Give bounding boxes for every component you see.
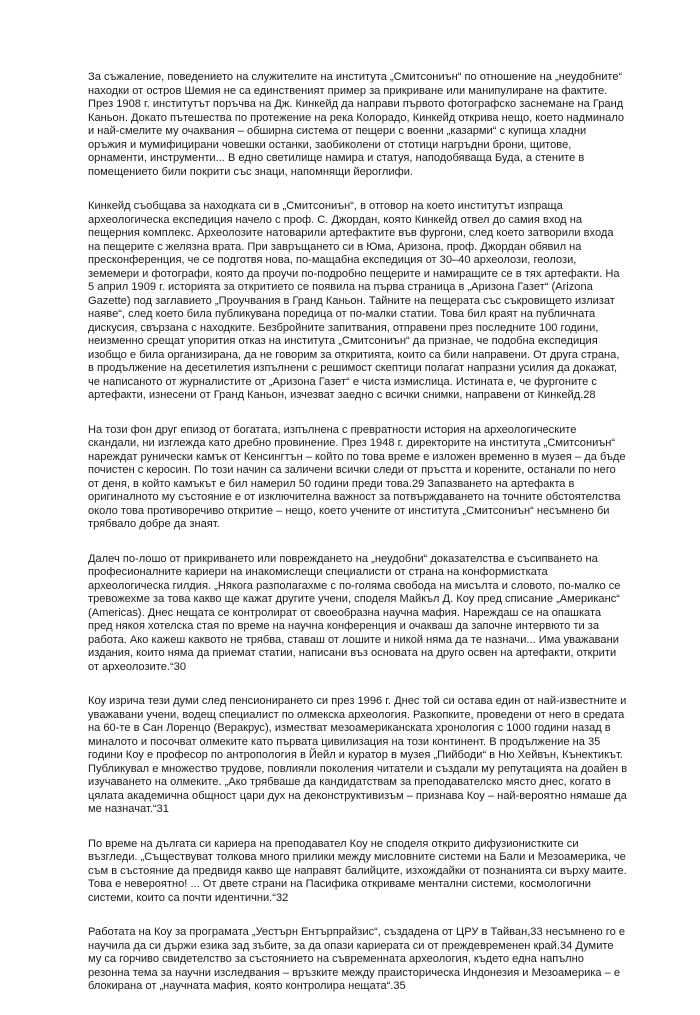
paragraph-coe-career: Коу изрича тези думи след пенсионирането си през 1996 г. Днес той си остава един от най-известните и уважавани учени, водещ специалист по олмекска археология. Разкопките, проведени от него в средата на 60-те в Сан Лоренцо (Веракрус), изместват мезоамериканската хронология с 1000 години назад в миналото и посочват олмеките като първата цивилизация на този континент. В продължение на 35 години Коу е професор по антропология в Йейл и куратор в музея „Пийбоди“ в Ню Хейвън, Кънектикът. Публикувал е множество трудове, повлияли поколения читатели и създали му репутацията на доайен в изучаването на олмеките. „Ако трябваше да кандидатствам за преподавателско място днес, когато в цялата академична общност цари дух на деконструктивизъм – признава Коу – най-вероятно нямаше да ме назначат.“31 (88, 695, 628, 815)
paragraph-western-enterprises: Работата на Коу за програмата „Уестърн Ентърпрайзис“, създадена от ЦРУ в Тайван,33 несъмнено го е научила да си държи езика зад зъбите, за да опази кариерата си от преждевременен край.34 Думите му са горчиво свидетелство за състоянието на съвременната археология, където една напълно резонна тема за научни изследвания – връзките между праисторическа Индонезия и Мезоамерика – е блокирана от „научната мафия, която контролира нещата“.35 (88, 926, 626, 992)
paragraph-diffusionist-views: По време на дългата си кариера на преподавател Коу не споделя открито дифузионистките си възгледи. „Съществуват толкова много прилики между мисловните системи на Бали и Мезоамерика, че съм в състояние да предвидя какво ще направят балийците, изхождайки от познанията си върху маите. Това е невероятно! ... От двете страни на Пасифика откриваме ментални системи, космологични системи, които са почти идентични.“32 (88, 837, 627, 904)
paragraph-kinkaid-report: Кинкейд съобщава за находката си в „Смитсониън“, в отговор на което институтът изпраща археологическа експедиция начело с проф. С. Джордан, която Кинкейд отвел до самия вход на пещерния комплекс. Археолозите натоварили артефактите във фургони, след което затворили входа на пещерите с желязна врата. При завръщането си в Юма, Аризона, проф. Джордан обявил на пресконференция, че се подготвя нова, по-мащабна експедиция от 30–40 археолози, геолози, земемери и фотографи, която да проучи по-подробно пещерите и намиращите се в тях артефакти. На 5 април 1909 г. историята за откритието се появила на първа страница в „Аризона Газет“ (Arizona Gazette) под заглавието „Проучвания в Гранд Каньон. Тайните на пещерата със съкровището излизат наяве“, след което била публикувана поредица от по-малки статии. Това бил краят на публичната дискусия, свързана с находките. Безбройните запитвания, отправени през последните 100 години, неизменно срещат упорития отказ на института „Смитсониън“ да признае, че подобна експедиция изобщо е била организирана, да не говорим за откритията, които са били направени. От друга страна, в продължение на десетилетия изпълнени с решимост скептици полагат напразни усилия да докажат, че написаното от журналистите от „Аризона Газет“ е чиста измислица. Истината е, че фургоните с артефакти, изнесени от Гранд Каньон, изчезват заедно с всички снимки, направени от Кинкейд.28 (88, 200, 620, 401)
paragraph-scientific-mafia: Далеч по-лошо от прикриването или повреждането на „неудобни“ доказателства е съсипването на професионалните кариери на инакомислещи специалисти от страна на конформистката археологическа гилдия. „Някога разполагахме с по-голяма свобода на мисълта и словото, по-малко се тревожехме за това какво ще кажат другите учени, споделя Майкъл Д. Коу пред списание „Американс“ (Americas). Днес нещата се контролират от своеобразна научна мафия. Нареждаш се на опашката пред някоя хотелска стая по време на научна конференция и очакваш да започне интервюто ти за работа. Ако кажеш каквото не трябва, ставаш от лошите и никой няма да те назначи... Има уважавани издания, които няма да приемат статии, написани въз основата на друго освен на артефакти, открити от археолозите.“30 (88, 552, 621, 673)
paragraph-kensington-runestone: На този фон друг епизод от богатата, изпълнена с превратности история на археологическите скандали, ни изглежда като дребно провинение. През 1948 г. директорите на института „Смитсониън“ нареждат рунически камък от Кенсингтън – който по това време е изложен временно в музея – да бъде почистен с керосин. По този начин са заличени всички следи от пръстта и корените, останали по него от деня, в който камъкът е бил намерил 50 години преди това.29 Запазването на артефакта в оригиналното му състояние е от изключителна важност за потвърждаването на точните обстоятелства около това противоречиво откритие – нещо, което учените от института „Смитсониън“ несъмнено би трябвало добре да знаят. (88, 423, 626, 530)
paragraph-smithsonian-shemya: За съжаление, поведението на служителите на института „Смитсониън“ по отношение на „неудобните“ находки от остров Шемия не са единственият пример за прикриване или манипулиране на фактите. През 1908 г. институтът поръчва на Дж. Кинкейд да направи първото фотографско заснемане на Гранд Каньон. Докато пътешества по протежение на река Колорадо, Кинкейд открива нещо, което надминало и най-смелите му очаквания – обширна система от пещери с военни „казарми“ с купища хладни оръжия и мумифицирани човешки останки, заобиколени от стотици нагръдни брони, щитове, орнаменти, инструменти... В едно светилище намира и статуя, наподобяваща Буда, а стените в помещението били покрити със знаци, напомнящи йероглифи. (88, 71, 625, 178)
document-body (88, 71, 628, 1015)
